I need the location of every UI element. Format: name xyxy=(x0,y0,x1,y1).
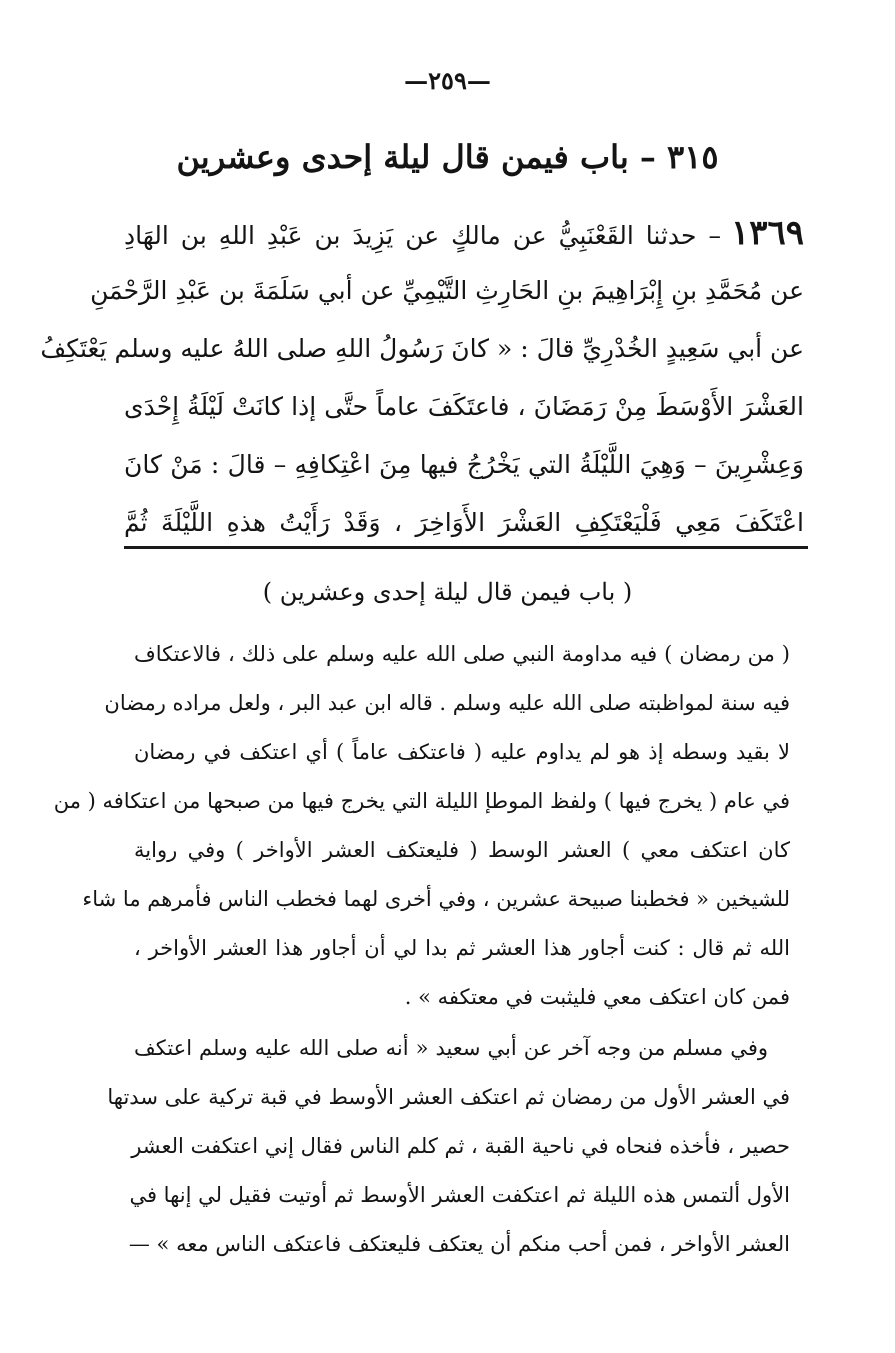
commentary-line: فمن كان اعتكف معي فليثبت في معتكفه » . xyxy=(404,985,790,1009)
hadith-line-text: – حدثنا القَعْنَبِيُّ عن مالكٍ عن يَزِيدَ بن عَبْدِ اللهِ بن الهَادِ xyxy=(124,221,721,250)
hadith-number: ١٣٦٩ xyxy=(730,213,804,253)
commentary-title: ( باب فيمن قال ليلة إحدى وعشرين ) xyxy=(262,578,633,606)
commentary-line: الله ثم قال : كنت أجاور هذا العشر ثم بدا لي أن أجاور هذا العشر الأواخر ، xyxy=(134,936,790,960)
commentary-line: ( من رمضان ) فيه مداومة النبي صلى الله عليه وسلم على ذلك ، فالاعتكاف xyxy=(134,642,790,666)
commentary-paragraph-2 xyxy=(107,1024,790,1269)
commentary-paragraph-1 xyxy=(53,630,790,1022)
hadith-line: عن مُحَمَّدِ بنِ إِبْرَاهِيمَ بنِ الحَارِثِ التَّيْمِيِّ عن أبي سَلَمَةَ بن عَبْدِ الرَّحْمَنِ xyxy=(90,276,804,305)
commentary-line: العشر الأواخر ، فمن أحب منكم أن يعتكف فليعتكف فاعتكف الناس معه » — xyxy=(128,1232,790,1256)
footnote-divider xyxy=(124,546,808,549)
commentary-line: للشيخين « فخطبنا صبيحة عشرين ، وفي أخرى لهما فخطب الناس فأمرهم ما شاء xyxy=(82,887,790,911)
hadith-line: عن أبي سَعِيدٍ الخُدْرِيِّ قالَ : « كانَ رَسُولُ اللهِ صلى اللهُ عليه وسلم يَعْتَكِفُ xyxy=(40,334,804,363)
page-number: —٢٥٩— xyxy=(404,66,491,95)
hadith-line: العَشْرَ الأَوْسَطَ مِنْ رَمَضَانَ ، فاعتَكَفَ عاماً حتَّى إذا كانَتْ لَيْلَةُ إِحْدَى xyxy=(124,392,804,421)
hadith-line xyxy=(124,204,804,262)
hadith-line: اعْتَكَفَ مَعِي فَلْيَعْتَكِفِ العَشْرَ الأَوَاخِرَ ، وَقَدْ رَأَيْتُ هذهِ اللَّيْلَةَ ثُمَّ xyxy=(124,508,804,537)
chapter-title: ٣١٥ – باب فيمن قال ليلة إحدى وعشرين xyxy=(176,138,719,176)
commentary-line: لا بقيد وسطه إذ هو لم يداوم عليه ( فاعتكف عاماً ) أي اعتكف في رمضان xyxy=(134,740,790,764)
commentary-line: كان اعتكف معي ) العشر الوسط ( فليعتكف العشر الأواخر ) وفي رواية xyxy=(134,838,790,862)
commentary-line: الأول ألتمس هذه الليلة ثم اعتكفت العشر الأوسط ثم أوتيت فقيل لي إنها في xyxy=(129,1183,790,1207)
commentary-line: في عام ( يخرج فيها ) ولفظ الموطإ الليلة التي يخرج فيها من صبحها من اعتكافه ( من xyxy=(53,789,790,813)
commentary-line: وفي مسلم من وجه آخر عن أبي سعيد « أنه صلى الله عليه وسلم اعتكف xyxy=(134,1036,768,1060)
hadith-line: وَعِشْرِينَ – وَهِيَ اللَّيْلَةُ التي يَخْرُجُ فيها مِنَ اعْتِكافِهِ – قالَ : مَنْ كانَ xyxy=(124,450,804,479)
hadith-text xyxy=(40,204,804,552)
commentary-line: فيه سنة لمواظبته صلى الله عليه وسلم . قاله ابن عبد البر ، ولعل مراده رمضان xyxy=(104,691,790,715)
commentary-line: حصير ، فأخذه فنحاه في ناحية القبة ، ثم كلم الناس فقال إني اعتكفت العشر xyxy=(131,1134,790,1158)
commentary-line: في العشر الأول من رمضان ثم اعتكف العشر الأوسط في قبة تركية على سدتها xyxy=(107,1085,790,1109)
